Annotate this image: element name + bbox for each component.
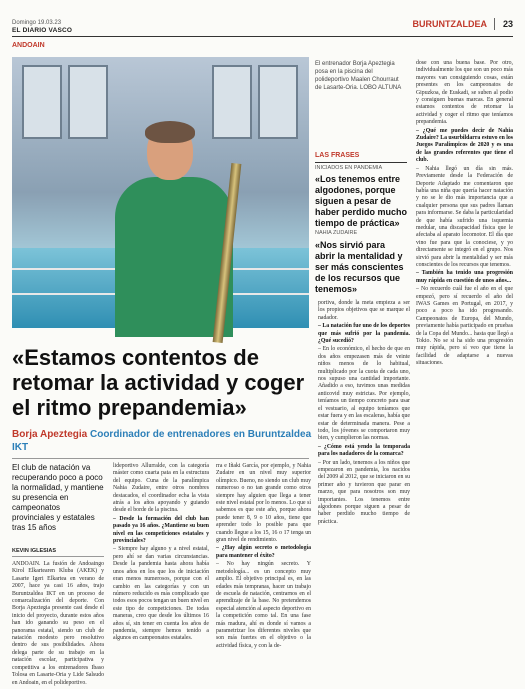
- pull-quote-1: «Los tenemos entre algodones, porque siguen a pesar de haber perdido mucho tiempo de práctica»: [315, 174, 408, 228]
- question: – ¿Qué me puedes decir de Nahia Zudaire? La usurbildarra estuvo en los Juegos Paralímpicos de 2020 y es una de las grandes referentes que tiene el club.: [416, 127, 514, 164]
- question: – Desde la formación del club han pasado ya 16 años. ¿Mantiene su buen nivel en las competiciones estatales y provinciales?: [113, 515, 209, 545]
- section-tag: ANDOAIN: [12, 42, 45, 49]
- author: KEVIN IGLESIAS: [12, 548, 57, 554]
- byline-role: Coordinador de entrenadores en Buruntzaldea IKT: [12, 429, 312, 453]
- section-name: BURUNTZALDEA: [412, 19, 487, 29]
- quote-1-source: INICIADOS EN PANDEMIA: [315, 165, 383, 171]
- pull-quote-2: «Nos sirvió para abrir la mentalidad y ser más conscientes de los recursos que tenemos»: [315, 240, 404, 294]
- page-number: 23: [502, 19, 513, 29]
- header-separator: [494, 18, 495, 30]
- paragraph: dose con una buena base. Por otro, individualmente los que son un poco más mayores van consiguiendo cosas, están presentes en los campeonatos de Gipuzkoa, de Euskadi, se suben al podio y consiguen buenas marcas. En general estamos contentos de retomar la actividad y coger el ritmo que teníamos prepandemia.: [416, 60, 513, 126]
- window: [258, 65, 298, 139]
- paragraph: – No recuerdo cuál fue el año en el que empezó, pero sí recuerdo el año del IWAS Games en Portugal, en 2017, y poco a poco ha ido progresando. Campeonatos de Europa, del Mundo, previamente había participado en pruebas de la Copa del Mundo... hasta que llegó a Tokio. No se si ha sido una progresión muy rápida, pero sí veo que tiene la facilidad de adaptarse a nuevas situaciones.: [416, 286, 513, 367]
- quote-2-source: NAHIA ZUDAIRE: [315, 230, 358, 236]
- paragraph: portiva, donde la meta empieza a ser los propios objetivos que se marque el nadador.: [318, 300, 410, 321]
- paragraph: rra e Iñaki García, por ejemplo, y Nahia Zudaire en un nivel muy superior olímpico. Bueno, no siendo un club muy numeroso o no tan grande como otros siempre hay alguien que llega a tener este nivel estatal por lo menos. Lo que sí sabemos es que este año, porque ahora puede tener 8, 9 o 10 años, tiene que aprender todo lo posible para que cuando llegue a los 15, 16 o 17 tenga un gran nivel de rendimiento.: [216, 463, 311, 544]
- paragraph: – Nahia llegó un día sin más. Previamente desde la Federación de Deporte Adaptado me comentaron que había una niña que quería hacer natación y no se le dio más importancia que a cualquier persona que sus padres llaman para informarse. Se daba la particularidad de que había sufrido una isquemia medular, una discapacidad física que le afectaba al aparato locomotor. El día que vino fue para que la conociese, y yo directamente se integró en el grupo. Nos sirvió para abrir la mentalidad y ser más conscientes de los recursos que tenemos.: [416, 165, 513, 268]
- article-column-4: [318, 300, 410, 682]
- question: – La natación fue uno de los deportes que más sufrió por la pandemia. ¿Qué sucedió?: [318, 323, 410, 345]
- newspaper-name: EL DIARIO VASCO: [12, 27, 73, 34]
- article-column-5: [416, 60, 513, 682]
- header-rule: [12, 36, 513, 37]
- article-headline: «Estamos contentos de retomar la actividad y coger el ritmo prepandemia»: [12, 345, 305, 420]
- question: – ¿Hay algún secreto o metodología para mantener el éxito?: [216, 545, 311, 559]
- paragraph: – Por un lado, tenemos a los niños que empezaron en pandemia, los nacidos del 2009 al 2012, que se iniciaron en su primer año y tuvieron que parar en marzo, que para nosotros son muy importantes. Los tenemos entre algodones porque siguen a pesar de haber perdido mucho tiempo de práctica.: [318, 459, 410, 525]
- headline-rule: [12, 458, 309, 459]
- coach-figure: [107, 125, 237, 328]
- paragraph: – No hay ningún secreto. Y metodología... es un concepto muy amplio. El objetivo principal es, en las edades más tempranas, hacer un trabajo de escuela de natación, centrarnos en el aprendizaje de la base. No pretendemos especial atención al aspecto deportivo en la competición como tal. En una fase más madura, ahí es donde sí vamos a parametrizar los diferentes niveles que son más fuertes en el objetivo o la actividad física, y con la de-: [216, 561, 311, 649]
- page-header: [0, 0, 525, 36]
- article-column-3: [216, 463, 311, 682]
- article-lede: El club de natación va recuperando poco a poco la normalidad, y mantiene su presencia en campeonatos provinciales y estatales tras 15 años: [12, 463, 104, 532]
- paragraph: – Siempre hay alguno y a nivel estatal, pero ahí se dan varias circunstancias. Desde la pandemia hasta ahora había unos años en los que los de iniciación eran menos numerosos, porque con el cambio en las categorías y con un número reducido es más complicado que todos esos pocos tengan un buen nivel en este tipo de competiciones. De todas maneras, creo que desde los últimos 16 años sí, sin tener en cuenta los años de pandemia, siempre hemos tenido a algunos en campeonatos estatales.: [113, 546, 209, 642]
- question: – ¿Cómo está yendo la temporada para los nadadores de la comarca?: [318, 443, 410, 458]
- paragraph: lideportivo Allurralde, con la categoría máster como cuarta pata en la estructura del equipo. Cuna de la paralímpica Nahia Zudaire, entre otros nombres destacados, el coordinador echa la vista atrás a los años apoyando y guiando desde el borde de la piscina.: [113, 463, 209, 514]
- frases-rule: [315, 162, 407, 163]
- article-column-2: [113, 463, 209, 682]
- window: [22, 65, 62, 139]
- dateline: Domingo 19.03.23: [12, 20, 62, 26]
- paragraph: – En lo económico, el hecho de que en dos años empezasen más de veinte niños menos de lo habitual, multiplicado por la cuota de cada uno, nos supuso una cantidad importante. Añadido a eso, tuvimos unas medidas anticovid muy estrictas. Por ejemplo, teníamos un tiempo concreto para usar el vestuario, al equipo teníamos que estar fuera y en las escaleras, había que estar de determinada manera. Pese a todo, los jóvenes se comportaron muy bien, y cumplieron las normas.: [318, 346, 410, 442]
- paragraph: ANDOAIN. La fusión de Andoaingo Kirol Elkartearen Kluba (AKEK) y Lasarte Igeri Elkartea en verano de 2007, hace ya casi 16 años, trajo Buruntzaldea IKT en un proceso de comarcalización del deporte. Con Borja Apeztegia presente casi desde el inicio del proyecto, durante estos años han ido ganando su peso en el panorama estatal, siendo un club de natación modesto pero resolutivo dentro de sus posibilidades. Ahora delega parte de su trabajo en la natación escolar, participativa y competitiva a los entrenadores Ibaso Tolosa en Lasarte-Oria y Lide Salsudo en Andoain, en el polideportivo.: [12, 561, 104, 686]
- author-rule: [12, 556, 104, 557]
- frases-label: LAS FRASES: [315, 152, 360, 159]
- byline-name: Borja Apeztegia: [12, 429, 88, 440]
- window: [68, 65, 108, 139]
- coach-hair: [145, 121, 195, 143]
- photo-caption: El entrenador Borja Apeztegia posa en la piscina del polideportivo Maalen Chourraut de Lasarte-Oria. LOBO ALTUNA: [315, 61, 402, 91]
- article-column-1: [12, 561, 104, 686]
- article-photo: [12, 57, 309, 328]
- byline: [12, 428, 312, 454]
- question: – También ha tenido una progresión muy rápida en cuestión de unos años...: [416, 270, 513, 284]
